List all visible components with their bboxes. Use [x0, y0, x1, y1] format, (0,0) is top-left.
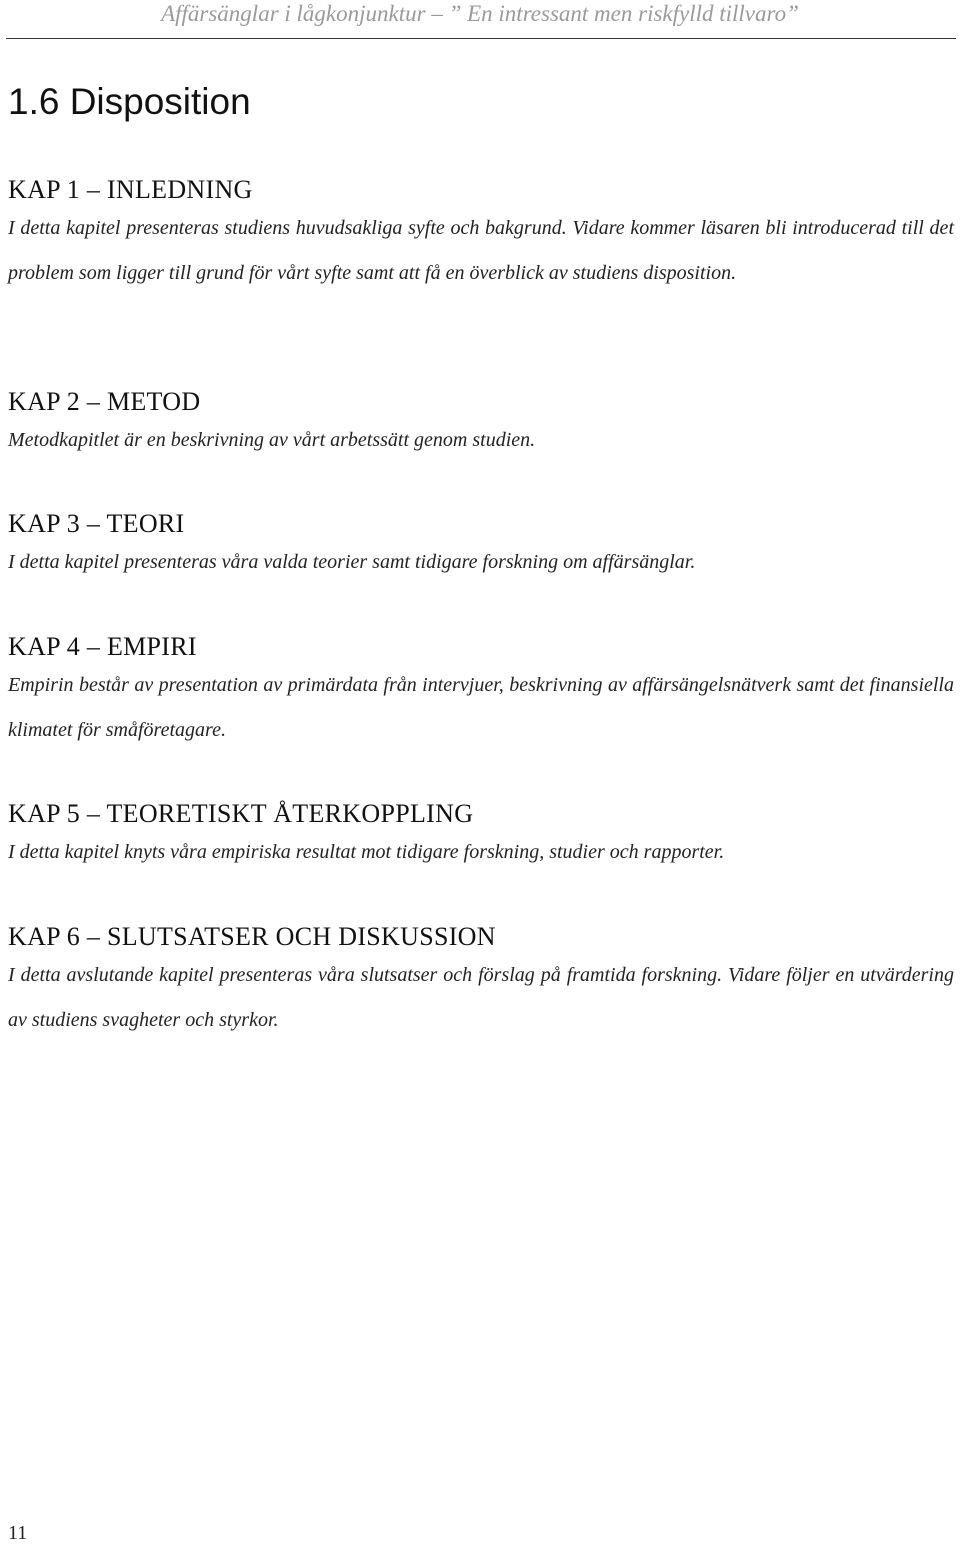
chapter-4 — [8, 631, 954, 753]
chapter-1 — [8, 174, 954, 296]
page-number: 11 — [8, 1522, 28, 1544]
chapter-heading: KAP 2 – METOD — [8, 387, 201, 416]
chapter-heading: KAP 1 – INLEDNING — [8, 175, 253, 204]
chapter-3 — [8, 508, 954, 585]
chapter-heading: KAP 3 – TEORI — [8, 509, 185, 538]
chapter-2 — [8, 386, 954, 463]
chapter-5 — [8, 798, 954, 875]
chapter-description: Empirin består av presentation av primärdata från intervjuer, beskrivning av affärsängelsnätverk samt det finansiella klimatet för småföretagare. — [8, 674, 954, 741]
chapter-heading: KAP 6 – SLUTSATSER OCH DISKUSSION — [8, 922, 496, 951]
chapter-description: I detta kapitel presenteras våra valda teorier samt tidigare forskning om affärsänglar. — [8, 551, 696, 573]
chapter-description: I detta avslutande kapitel presenteras våra slutsatser och förslag på framtida forskning. Vidare följer en utvärdering av studiens svagheter och styrkor. — [8, 964, 954, 1031]
chapter-description: I detta kapitel presenteras studiens huvudsakliga syfte och bakgrund. Vidare kommer läsaren bli introducerad till det problem som ligger till grund för vårt syfte samt att få en överblick av studiens disposition. — [8, 217, 954, 284]
chapter-description: I detta kapitel knyts våra empiriska resultat mot tidigare forskning, studier och rapporter. — [8, 841, 725, 863]
chapter-description: Metodkapitlet är en beskrivning av vårt arbetssätt genom studien. — [8, 429, 536, 451]
running-header: Affärsänglar i lågkonjunktur – ” En intressant men riskfylld tillvaro” — [161, 1, 799, 26]
header-divider — [6, 38, 956, 39]
chapter-6 — [8, 921, 954, 1043]
chapter-heading: KAP 5 – TEORETISKT ÅTERKOPPLING — [8, 799, 474, 828]
chapter-heading: KAP 4 – EMPIRI — [8, 632, 197, 661]
section-title: 1.6 Disposition — [8, 81, 251, 122]
